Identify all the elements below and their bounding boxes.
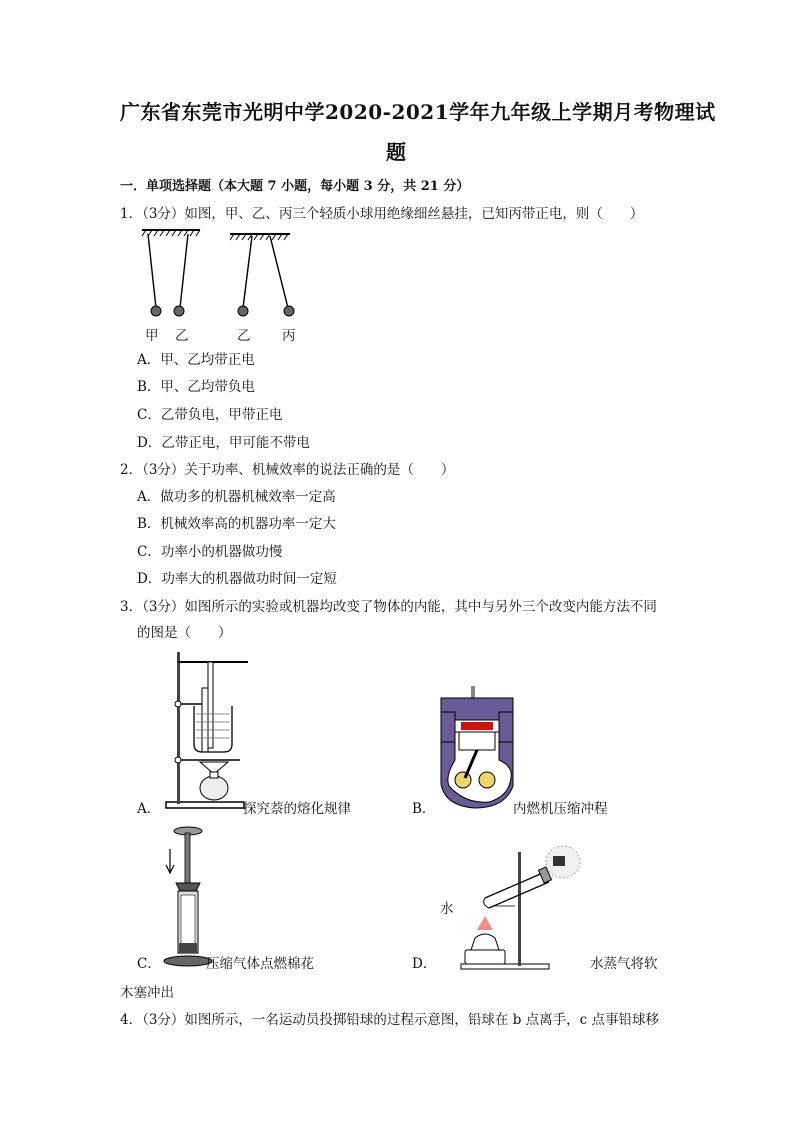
q3-option-a-letter: A． (137, 801, 161, 817)
q1-option-b: B．甲、乙均带负电 (137, 379, 255, 395)
q3-option-d-caption-cont: 木塞冲出 (120, 985, 174, 1001)
q3-option-b-letter: B． (412, 801, 436, 817)
q1-label-bing: 丙 (282, 328, 296, 344)
question-4-stem: 4．（3分）如图所示，一名运动员投掷铅球的过程示意图，铅球在 b 点离手，c 点事铅球移 (120, 1012, 660, 1028)
q1-label-yi-left: 乙 (175, 328, 189, 344)
q3-option-c-letter: C． (137, 956, 161, 972)
q2-option-a: A．做功多的机器机械效率一定高 (137, 489, 336, 505)
document-title-line2: 题 (386, 140, 407, 164)
question-1-stem: 1．（3分）如图，甲、乙、丙三个轻质小球用绝缘细丝悬挂，已知丙带正电，则（ ） (120, 206, 644, 222)
q3-option-d-caption: 水蒸气将软 (590, 956, 658, 972)
q1-option-a: A．甲、乙均带正电 (137, 352, 255, 368)
q1-option-d: D．乙带正电，甲可能不带电 (137, 435, 310, 451)
q2-option-d: D．功率大的机器做功时间一定短 (137, 571, 337, 587)
section-heading: 一．单项选择题（本大题 7 小题，每小题 3 分，共 21 分） (120, 179, 470, 194)
q1-label-yi-right: 乙 (237, 328, 251, 344)
question-2-stem: 2．（3分）关于功率、机械效率的说法正确的是（ ） (120, 462, 455, 478)
question-3-stem-line2: 的图是（ ） (137, 625, 232, 641)
q3-option-a-caption: 探究萘的熔化规律 (243, 801, 351, 817)
question-3-stem-line1: 3．（3分）如图所示的实验或机器均改变了物体的内能，其中与另外三个改变内能方法不同 (120, 599, 657, 615)
q3-figure-b-engine (435, 686, 520, 808)
q2-option-b: B．机械效率高的机器功率一定大 (137, 516, 336, 532)
q1-label-jia: 甲 (145, 328, 159, 344)
q3-option-d-water-label: 水 (440, 901, 454, 917)
document-title-line1: 广东省东莞市光明中学2020-2021学年九年级上学期月考物理试 (120, 100, 716, 124)
q3-option-d-letter: D． (412, 956, 437, 972)
q3-option-c-caption: 压缩气体点燃棉花 (206, 956, 314, 972)
q1-option-c: C．乙带负电，甲带正电 (137, 407, 283, 423)
q3-figure-d-steam-tube (455, 842, 580, 972)
q2-option-c: C．功率小的机器做功慢 (137, 544, 283, 560)
q3-figure-c-syringe (160, 825, 215, 970)
q3-figure-a-apparatus (160, 648, 250, 813)
q3-option-b-caption: 内燃机压缩冲程 (513, 801, 608, 817)
